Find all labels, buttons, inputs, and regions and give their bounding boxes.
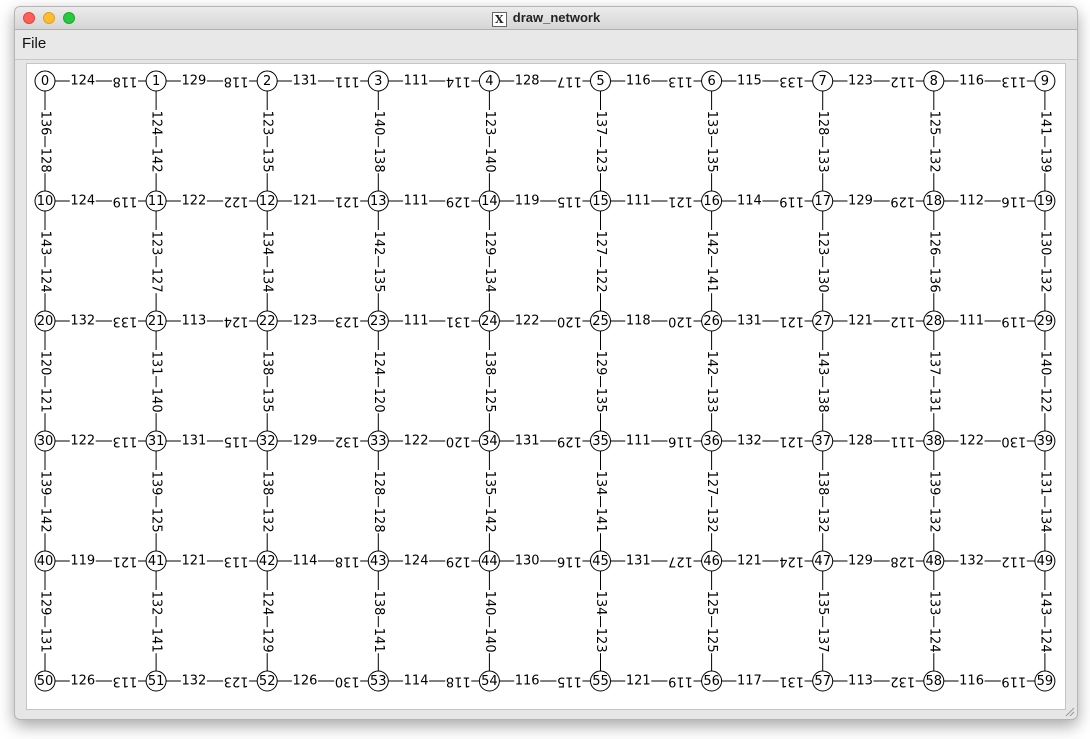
node-label: 9: [1040, 74, 1050, 89]
edge-weight-up: 141: [704, 267, 720, 293]
edge-weight-up: 127: [148, 267, 164, 293]
edge-weight-down: 132: [148, 590, 164, 616]
edge-weight-down: 139: [926, 470, 942, 496]
node-label: 35: [592, 434, 609, 449]
node-label: 31: [147, 434, 165, 449]
edge-weight-up: 123: [593, 627, 608, 653]
edge-weight-up: 136: [926, 267, 942, 293]
edge-weight-down: 142: [704, 230, 720, 256]
edge-weight-down: 134: [259, 230, 275, 256]
edge-weight-forward: 122: [959, 433, 984, 449]
node-label: 58: [925, 674, 943, 689]
node-label: 45: [592, 554, 609, 569]
edge-weight-down: 129: [37, 590, 53, 616]
edge-weight-forward: 111: [403, 313, 429, 329]
edge-weight-up: 132: [926, 147, 942, 173]
edge-weight-backward: 119: [1001, 673, 1027, 689]
edge-weight-forward: 131: [514, 433, 540, 449]
edge-weight-down: 137: [593, 110, 608, 136]
edge-weight-backward: 133: [779, 73, 805, 89]
node-label: 38: [925, 434, 943, 449]
edge-weight-up: 132: [1037, 267, 1053, 293]
edge-weight-up: 138: [370, 147, 386, 173]
edge-weight-forward: 116: [959, 673, 984, 689]
node-label: 47: [814, 554, 831, 569]
node-label: 26: [703, 314, 720, 329]
edge-weight-down: 133: [704, 110, 720, 136]
node-label: 34: [481, 434, 498, 449]
edge-weight-backward: 117: [556, 73, 582, 89]
edge-weight-down: 125: [926, 110, 942, 136]
node-label: 43: [370, 554, 387, 569]
node-label: 39: [1036, 434, 1054, 449]
edge-weight-forward: 116: [625, 73, 651, 89]
edge-weight-up: 128: [37, 147, 53, 173]
node-label: 50: [36, 674, 54, 689]
edge-weight-backward: 129: [445, 553, 471, 569]
edge-weight-forward: 131: [292, 73, 318, 89]
edge-weight-up: 131: [37, 627, 53, 653]
node-label: 30: [36, 434, 54, 449]
node-label: 19: [1036, 194, 1054, 209]
network-graph: [27, 64, 1065, 709]
node-label: 32: [258, 434, 276, 449]
edge-weight-down: 128: [815, 110, 831, 136]
edge-weight-forward: 119: [514, 193, 540, 209]
edge-weight-up: 141: [593, 507, 608, 533]
edge-weight-up: 139: [1037, 147, 1053, 173]
node-label: 28: [925, 314, 943, 329]
edge-weight-down: 130: [1037, 230, 1053, 256]
edge-weight-up: 133: [815, 147, 831, 173]
edge-weight-backward: 130: [334, 673, 360, 689]
edge-weight-down: 139: [37, 470, 53, 496]
edge-weight-down: 131: [148, 350, 164, 376]
edge-weight-forward: 126: [292, 673, 318, 689]
edge-weight-forward: 111: [403, 73, 429, 89]
edge-weight-forward: 123: [292, 313, 318, 329]
edge-weight-forward: 124: [70, 193, 96, 209]
edge-weight-down: 127: [704, 470, 720, 496]
node-label: 25: [592, 314, 609, 329]
node-label: 27: [814, 314, 831, 329]
edge-weight-forward: 113: [181, 313, 207, 329]
edge-weight-up: 135: [259, 387, 275, 413]
node-label: 37: [814, 434, 831, 449]
node-label: 44: [481, 554, 498, 569]
edge-weight-up: 125: [704, 627, 720, 653]
edge-weight-up: 121: [37, 387, 53, 413]
node-label: 20: [36, 314, 54, 329]
edge-weight-forward: 129: [848, 553, 873, 569]
node-label: 8: [929, 74, 938, 89]
node-label: 49: [1036, 554, 1054, 569]
node-label: 15: [592, 194, 609, 209]
edge-weight-forward: 124: [70, 73, 96, 89]
edge-weight-forward: 131: [625, 553, 651, 569]
node-label: 4: [485, 74, 494, 89]
edge-weight-down: 131: [1037, 470, 1053, 496]
node-label: 6: [707, 74, 716, 89]
edge-weight-down: 138: [815, 470, 831, 496]
edge-weight-backward: 129: [890, 193, 916, 209]
edge-weight-up: 135: [259, 147, 275, 173]
edge-weight-backward: 119: [668, 673, 693, 689]
node-label: 42: [258, 554, 276, 569]
edge-weight-forward: 116: [959, 73, 984, 89]
edge-weight-forward: 115: [736, 73, 762, 89]
node-label: 0: [40, 74, 50, 89]
edge-weight-forward: 121: [625, 673, 651, 689]
edge-weight-backward: 119: [1001, 313, 1027, 329]
node-label: 24: [481, 314, 498, 329]
app-window: [14, 6, 1078, 720]
edge-weight-backward: 116: [1001, 193, 1027, 209]
edge-weight-up: 124: [926, 627, 942, 653]
edge-weight-forward: 111: [625, 193, 651, 209]
edge-weight-forward: 132: [70, 313, 96, 329]
edge-weight-up: 132: [815, 507, 831, 533]
edge-weight-up: 132: [926, 507, 942, 533]
edge-weight-backward: 121: [779, 313, 805, 329]
edge-weight-backward: 111: [334, 73, 360, 89]
edge-weight-backward: 121: [779, 433, 805, 449]
edge-weight-backward: 113: [668, 73, 693, 89]
edge-weight-up: 142: [37, 507, 53, 533]
edge-weight-forward: 128: [514, 73, 540, 89]
edge-weight-forward: 131: [736, 313, 762, 329]
edge-weight-down: 125: [704, 590, 720, 616]
edge-weight-up: 132: [259, 507, 275, 533]
edge-weight-up: 141: [370, 627, 386, 653]
node-label: 41: [147, 554, 165, 569]
edge-weight-forward: 114: [736, 193, 762, 209]
edge-weight-up: 137: [815, 627, 831, 653]
edge-weight-backward: 132: [890, 673, 916, 689]
node-label: 48: [925, 554, 943, 569]
edge-weight-down: 134: [593, 470, 608, 496]
edge-weight-up: 135: [370, 267, 386, 293]
edge-weight-down: 140: [1037, 350, 1053, 376]
window-title-area: [15, 10, 1077, 27]
edge-weight-up: 135: [704, 147, 720, 173]
edge-weight-forward: 123: [848, 73, 873, 89]
edge-weight-down: 134: [593, 590, 608, 616]
edge-weight-backward: 119: [112, 193, 138, 209]
edge-weight-down: 133: [926, 590, 942, 616]
edge-weight-up: 123: [593, 147, 608, 173]
edge-weight-backward: 119: [779, 193, 805, 209]
edge-weight-forward: 129: [848, 193, 873, 209]
edge-weight-down: 128: [370, 470, 386, 496]
node-label: 18: [925, 194, 943, 209]
edge-weight-up: 124: [1037, 627, 1053, 653]
edge-weight-forward: 114: [403, 673, 429, 689]
edge-weight-down: 129: [481, 230, 497, 256]
edge-weight-down: 120: [37, 350, 53, 376]
edge-weight-up: 142: [148, 147, 164, 173]
node-label: 52: [258, 674, 276, 689]
edge-weight-backward: 121: [112, 553, 138, 569]
node-label: 51: [147, 674, 165, 689]
node-label: 5: [596, 74, 605, 89]
edge-weight-backward: 129: [445, 193, 471, 209]
node-label: 22: [258, 314, 276, 329]
edge-weight-backward: 112: [890, 313, 916, 329]
node-label: 33: [370, 434, 387, 449]
edge-weight-down: 126: [926, 230, 942, 256]
node-label: 17: [814, 194, 831, 209]
edge-weight-down: 129: [593, 350, 608, 376]
edge-weight-down: 143: [37, 230, 53, 256]
edge-weight-forward: 111: [959, 313, 984, 329]
edge-weight-up: 135: [593, 387, 608, 413]
node-label: 54: [481, 674, 498, 689]
edge-weight-up: 122: [1037, 387, 1053, 413]
edge-weight-down: 143: [815, 350, 831, 376]
edge-weight-down: 139: [148, 470, 164, 496]
edge-weight-down: 124: [148, 110, 164, 136]
edge-weight-backward: 129: [556, 433, 582, 449]
edge-weight-up: 140: [481, 147, 497, 173]
edge-weight-forward: 112: [959, 193, 984, 209]
edge-weight-backward: 121: [668, 193, 693, 209]
edge-weight-backward: 113: [112, 673, 138, 689]
edge-weight-down: 123: [148, 230, 164, 256]
edge-weight-forward: 122: [181, 193, 207, 209]
edge-weight-down: 138: [370, 590, 386, 616]
edge-weight-backward: 120: [445, 433, 471, 449]
node-label: 36: [703, 434, 720, 449]
edge-weight-forward: 111: [403, 193, 429, 209]
node-label: 55: [592, 674, 609, 689]
edge-weight-backward: 115: [556, 193, 582, 209]
edge-weight-backward: 123: [334, 313, 360, 329]
edge-weight-up: 140: [148, 387, 164, 413]
edge-weight-forward: 122: [70, 433, 96, 449]
edge-weight-forward: 118: [625, 313, 651, 329]
node-label: 16: [703, 194, 720, 209]
edge-weight-backward: 114: [445, 73, 471, 89]
node-label: 59: [1036, 674, 1054, 689]
edge-weight-backward: 112: [890, 73, 916, 89]
edge-weight-down: 143: [1037, 590, 1053, 616]
edge-weight-down: 124: [259, 590, 275, 616]
node-label: 13: [370, 194, 387, 209]
edge-weight-backward: 118: [112, 73, 138, 89]
edge-weight-up: 129: [259, 627, 275, 653]
edge-weight-backward: 118: [223, 73, 249, 89]
edge-weight-down: 140: [481, 590, 497, 616]
edge-weight-backward: 124: [779, 553, 805, 569]
window-title: draw_network: [512, 10, 601, 25]
edge-weight-forward: 111: [625, 433, 651, 449]
edge-weight-forward: 122: [514, 313, 540, 329]
node-label: 12: [258, 194, 276, 209]
edge-weight-up: 134: [259, 267, 275, 293]
edge-weight-up: 125: [481, 387, 497, 413]
edge-weight-forward: 121: [848, 313, 873, 329]
edge-weight-forward: 121: [292, 193, 318, 209]
node-label: 29: [1036, 314, 1054, 329]
edge-weight-down: 123: [815, 230, 831, 256]
edge-weight-forward: 124: [403, 553, 429, 569]
edge-weight-backward: 113: [1001, 73, 1027, 89]
menu-file[interactable]: File: [22, 35, 47, 52]
edge-weight-backward: 131: [445, 313, 471, 329]
edge-weight-down: 138: [259, 470, 275, 496]
edge-weight-down: 124: [370, 350, 386, 376]
edge-weight-up: 132: [704, 507, 720, 533]
edge-weight-backward: 131: [779, 673, 805, 689]
node-label: 1: [151, 74, 161, 89]
node-label: 46: [703, 554, 720, 569]
node-label: 21: [147, 314, 165, 329]
edge-weight-up: 125: [148, 507, 164, 533]
edge-weight-forward: 121: [736, 553, 762, 569]
node-label: 53: [370, 674, 387, 689]
edge-weight-up: 120: [370, 387, 386, 413]
edge-weight-backward: 133: [112, 313, 138, 329]
edge-weight-down: 135: [815, 590, 831, 616]
edge-weight-forward: 128: [848, 433, 873, 449]
edge-weight-down: 136: [37, 110, 53, 136]
edge-weight-down: 138: [259, 350, 275, 376]
edge-weight-down: 137: [926, 350, 942, 376]
edge-weight-down: 123: [481, 110, 497, 136]
node-label: 56: [703, 674, 720, 689]
edge-weight-forward: 119: [70, 553, 96, 569]
edge-weight-up: 128: [370, 507, 386, 533]
node-label: 2: [263, 74, 272, 89]
edge-weight-forward: 132: [736, 433, 762, 449]
edge-weight-backward: 130: [1001, 433, 1027, 449]
edge-weight-up: 131: [926, 387, 942, 413]
edge-weight-forward: 116: [514, 673, 540, 689]
edge-weight-backward: 121: [334, 193, 360, 209]
edge-weight-down: 127: [593, 230, 608, 256]
edge-weight-backward: 128: [890, 553, 916, 569]
edge-weight-backward: 115: [223, 433, 249, 449]
node-label: 7: [818, 74, 827, 89]
node-label: 40: [36, 554, 54, 569]
edge-weight-forward: 114: [292, 553, 318, 569]
edge-weight-up: 124: [37, 267, 53, 293]
node-label: 10: [36, 194, 54, 209]
node-label: 3: [374, 74, 383, 89]
edge-weight-backward: 116: [556, 553, 582, 569]
edge-weight-backward: 118: [334, 553, 360, 569]
edge-weight-forward: 129: [181, 73, 207, 89]
edge-weight-up: 130: [815, 267, 831, 293]
edge-weight-up: 142: [481, 507, 497, 533]
edge-weight-backward: 113: [223, 553, 249, 569]
edge-weight-backward: 111: [890, 433, 916, 449]
resize-grip-icon[interactable]: [1063, 705, 1075, 717]
edge-weight-up: 134: [1037, 507, 1053, 533]
edge-weight-up: 141: [148, 627, 164, 653]
network-canvas[interactable]: [26, 63, 1066, 710]
edge-weight-backward: 112: [1001, 553, 1027, 569]
edge-weight-forward: 131: [181, 433, 207, 449]
edge-weight-backward: 123: [223, 673, 249, 689]
edge-weight-backward: 118: [445, 673, 471, 689]
edge-weight-backward: 122: [223, 193, 249, 209]
edge-weight-backward: 132: [334, 433, 360, 449]
edge-weight-down: 142: [704, 350, 720, 376]
edge-weight-forward: 113: [848, 673, 873, 689]
node-label: 14: [481, 194, 498, 209]
x11-app-icon: X: [492, 12, 507, 27]
edge-weight-backward: 120: [556, 313, 582, 329]
edge-weight-forward: 121: [181, 553, 207, 569]
edge-weight-up: 138: [815, 387, 831, 413]
node-label: 57: [814, 674, 831, 689]
edge-weight-backward: 113: [112, 433, 138, 449]
edge-weight-down: 123: [259, 110, 275, 136]
edge-weight-up: 134: [481, 267, 497, 293]
edge-weight-up: 122: [593, 267, 608, 293]
edge-weight-down: 135: [481, 470, 497, 496]
edge-weight-down: 138: [481, 350, 497, 376]
node-label: 11: [147, 194, 165, 209]
edge-weight-down: 140: [370, 110, 386, 136]
edge-weight-down: 142: [370, 230, 386, 256]
node-label: 23: [370, 314, 387, 329]
edge-weight-backward: 120: [668, 313, 693, 329]
edge-weight-forward: 117: [736, 673, 762, 689]
edge-weight-forward: 122: [403, 433, 429, 449]
edge-weight-up: 140: [481, 627, 497, 653]
menu-bar: [15, 30, 1077, 60]
edge-weight-forward: 129: [292, 433, 318, 449]
edge-weight-up: 133: [704, 387, 720, 413]
edge-weight-backward: 115: [556, 673, 582, 689]
edge-weight-forward: 132: [181, 673, 207, 689]
edge-weight-forward: 132: [959, 553, 984, 569]
edge-weight-backward: 116: [668, 433, 693, 449]
edge-weight-backward: 124: [223, 313, 249, 329]
edge-weight-forward: 130: [514, 553, 540, 569]
title-bar[interactable]: [15, 7, 1077, 30]
edge-weight-backward: 127: [668, 553, 693, 569]
edge-weight-forward: 126: [70, 673, 96, 689]
edge-weight-down: 141: [1037, 110, 1053, 136]
